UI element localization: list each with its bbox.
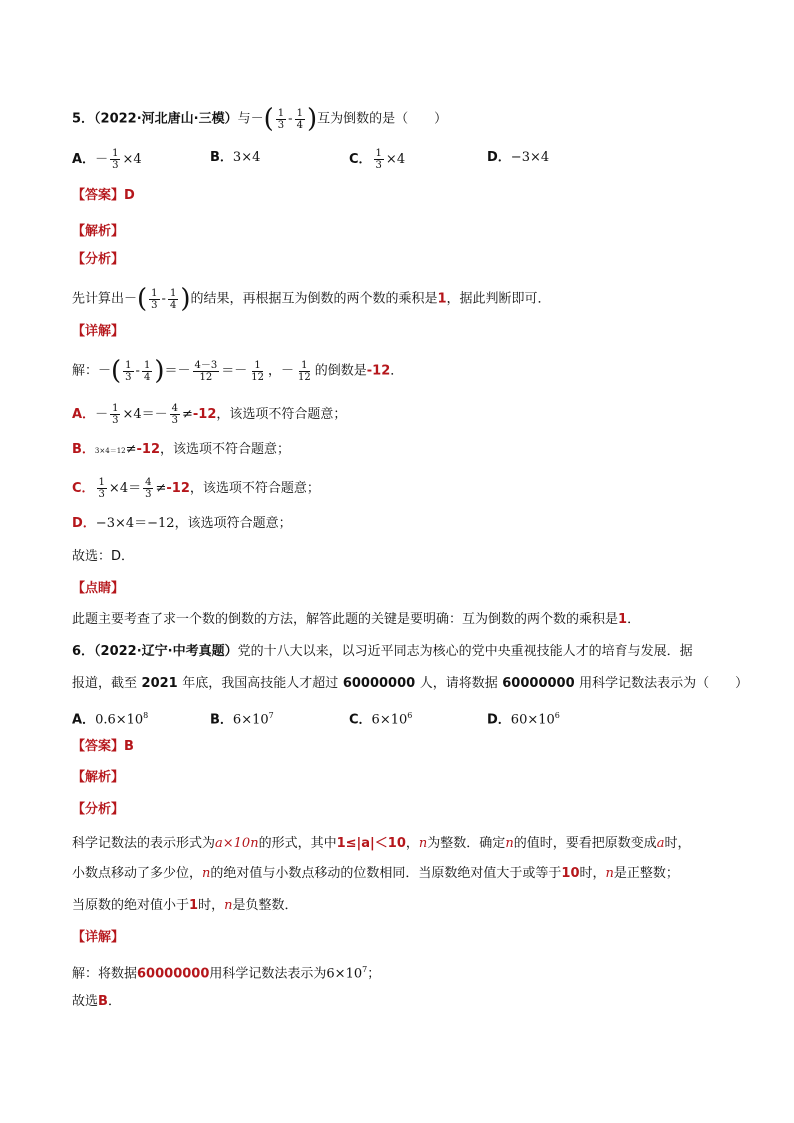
q5-fenxi-label: 【分析】 — [72, 252, 125, 267]
q6-option-a[interactable]: A．$0.6\times 10^8$ — [72, 711, 149, 728]
q5-detail-label: 【详解】 — [72, 324, 125, 339]
q5-check-d: D．−3×4＝−12，该选项符合题意； — [72, 516, 292, 531]
q6-detail-solution: 解：将数据60000000用科学记数法表示为$6\times 10^7$； — [72, 965, 381, 982]
q6-fenxi-line2: 小数点移动了多少位，n的绝对值与小数点移动的位数相同．当原数绝对值大于或等于10时，n是正整数； — [72, 866, 679, 881]
q6-answer-value: B — [124, 739, 134, 754]
q5-option-a[interactable]: A．－ $\frac{1}{3}$ ×4 — [72, 148, 142, 171]
q6-option-b[interactable]: B．$6\times 10^7$ — [210, 711, 274, 728]
q6-fenxi-line3: 当原数的绝对值小于1时，n是负整数． — [72, 898, 298, 913]
q6-choice: 故选B． — [72, 994, 121, 1009]
q5-dianjing-text: 此题主要考查了求一个数的倒数的方法，解答此题的关键是要明确：互为倒数的两个数的乘积是1． — [72, 612, 641, 627]
q6-fenxi-line1: 科学记数法的表示形式为a×10n的形式，其中1≤|a|＜10，n为整数．确定n的值时，要看把原数变成a时， — [72, 836, 691, 851]
q6-fenxi-label: 【分析】 — [72, 802, 125, 817]
q5-source: （2022·河北唐山·三模） — [94, 111, 238, 127]
q5-check-b: B．3×4＝12≠-12，该选项不符合题意； — [72, 442, 291, 457]
q5-option-b[interactable]: B．3×4 — [210, 150, 261, 165]
q6-detail-label: 【详解】 — [72, 930, 125, 945]
q5-dianjing-label: 【点睛】 — [72, 581, 125, 596]
q6-option-d[interactable]: D．$60\times 10^6$ — [487, 711, 560, 728]
q6-analysis-label: 【解析】 — [72, 770, 125, 785]
q5-answer-value: D — [124, 188, 135, 203]
q5-stem: 5．（2022·河北唐山·三模）与－( $\frac{1}{3}$ - $\frac{1}{4}$ )互为倒数的是（ ） — [72, 104, 448, 134]
q6-stem-line1: 6．（2022·辽宁·中考真题）党的十八大以来，以习近平同志为核心的党中央重视技能人才的培育与发展．据 — [72, 644, 693, 659]
q5-choice: 故选：D． — [72, 549, 135, 564]
q5-fenxi-text: 先计算出－( $\frac{1}{3}$ - $\frac{1}{4}$ )的结果，再根据互为倒数的两个数的乘积是1，据此判断即可． — [72, 284, 551, 314]
q5-option-c[interactable]: C． $\frac{1}{3}$ ×4 — [349, 148, 406, 171]
q6-stem-line2: 报道，截至 2021 年底，我国高技能人才超过 60000000 人，请将数据 60000000 用科学记数法表示为（ ） — [72, 676, 749, 691]
q6-option-c[interactable]: C．$6\times 10^6$ — [349, 711, 413, 728]
q5-answer: 【答案】D — [72, 188, 135, 203]
q5-check-c: C． $\frac{1}{3}$ ×4＝ $\frac{4}{3}$ ≠-12，该选项不符合题意； — [72, 477, 320, 500]
q6-number: 6． — [72, 644, 95, 659]
q5-number: 5． — [72, 111, 95, 127]
q5-option-d[interactable]: D．−3×4 — [487, 150, 550, 165]
q6-answer: 【答案】B — [72, 739, 134, 754]
q6-source: （2022·辽宁·中考真题） — [94, 644, 238, 659]
q5-check-a: A．－ $\frac{1}{3}$ ×4＝－ $\frac{4}{3}$ ≠-12，该选项不符合题意； — [72, 403, 347, 426]
q5-detail-solution: 解：－( $\frac{1}{3}$ - $\frac{1}{4}$ )＝－ $\frac{4-3}{12}$ ＝－ $\frac{1}{12}$ ，－ $\frac{1}{12}$ 的倒数是-12． — [72, 356, 404, 386]
q5-analysis-label: 【解析】 — [72, 224, 125, 239]
